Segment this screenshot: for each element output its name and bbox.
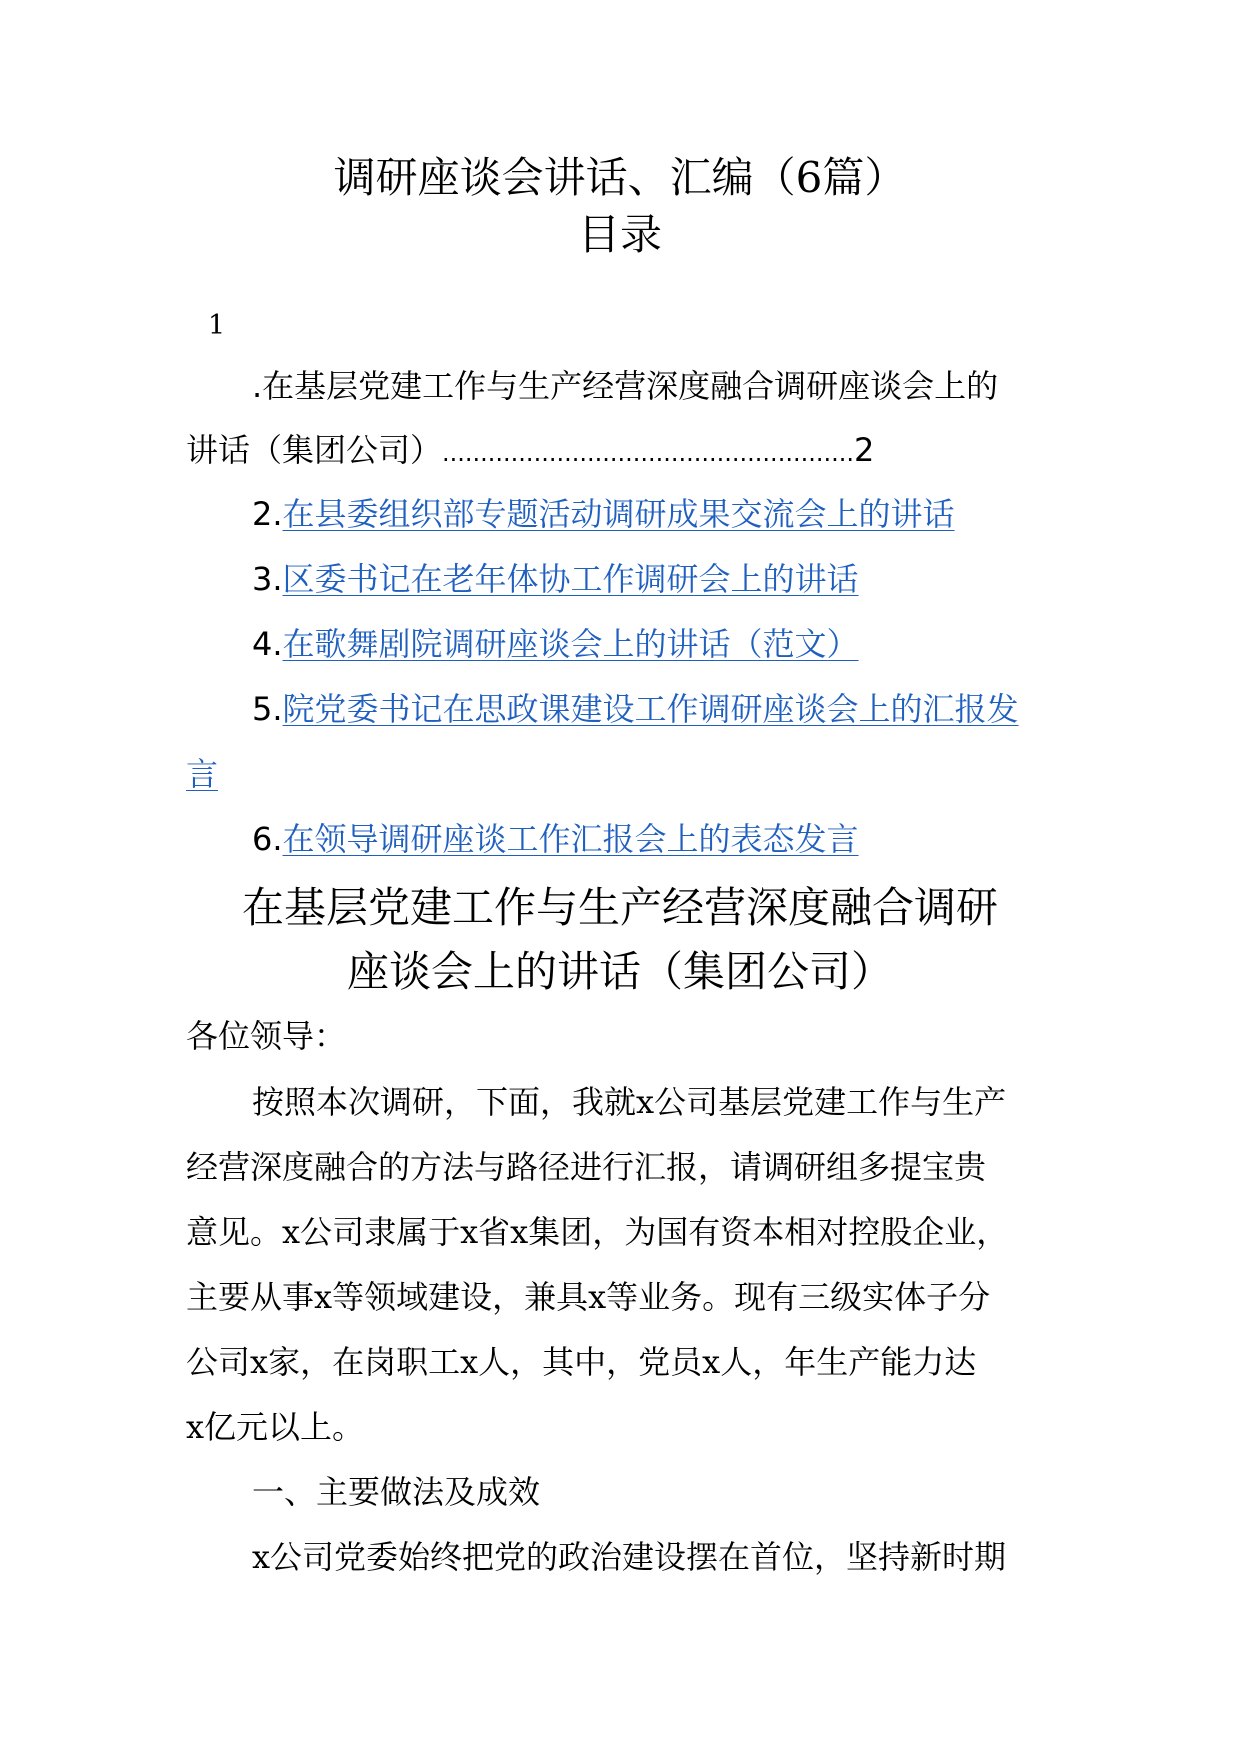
text-run: 等业务。现有三级实体子分: [606, 1278, 991, 1316]
text-run: 家，在岗职工: [268, 1343, 461, 1381]
toc-item-3[interactable]: [252, 557, 859, 601]
paragraph-1-line-2: 经营深度融合的方法与路径进行汇报，请调研组多提宝贵: [186, 1148, 987, 1186]
text-run: 公司隶属于: [300, 1213, 461, 1251]
placeholder-x: x: [252, 1538, 271, 1576]
text-run: 亿元以上。: [204, 1408, 365, 1446]
text-run: 公司党委始终把党的政治建设摆在首位，坚持新时期: [270, 1538, 1007, 1576]
title-text: 调研座谈会讲话、汇编（: [333, 153, 796, 202]
text-run: 省: [478, 1213, 511, 1251]
placeholder-x: x: [250, 1343, 269, 1381]
section-title-line2: 座谈会上的讲话（集团公司）: [346, 947, 893, 996]
placeholder-x: x: [314, 1278, 333, 1316]
text-run: 按照本次调研，下面，我就: [252, 1083, 637, 1121]
text-run: 集团，为国有资本相对控股企业，: [528, 1213, 1009, 1251]
greeting: 各位领导：: [186, 1017, 347, 1055]
placeholder-x: x: [282, 1213, 301, 1251]
paragraph-1-line-6: [186, 1405, 364, 1449]
toc-item-1-line1: .在基层党建工作与生产经营深度融合调研座谈会上的: [252, 367, 999, 405]
toc-item-2[interactable]: [252, 492, 955, 536]
paragraph-1-line-4: [186, 1275, 990, 1319]
text-run: 公司: [186, 1343, 251, 1381]
text-run: 主要从事: [186, 1278, 315, 1316]
toc-leader-dots: ......................................................: [442, 439, 854, 467]
toc-item-5-link-continued[interactable]: 言: [186, 755, 219, 793]
placeholder-x: x: [702, 1343, 721, 1381]
toc-item-4[interactable]: [252, 622, 859, 666]
text-run: 人，其中，党员: [478, 1343, 703, 1381]
toc-item-6-link[interactable]: 在领导调研座谈工作汇报会上的表态发言: [282, 820, 859, 858]
toc-item-2-link[interactable]: 在县委组织部专题活动调研成果交流会上的讲话: [282, 495, 955, 533]
toc-item-5-link[interactable]: 院党委书记在思政课建设工作调研座谈会上的汇报发: [282, 690, 1019, 728]
toc-heading: 目录: [577, 210, 662, 259]
toc-item-4-link[interactable]: 在歌舞剧院调研座谈会上的讲话（范文）: [282, 625, 859, 663]
toc-page-number: 2: [853, 431, 875, 469]
placeholder-x: x: [636, 1083, 655, 1121]
heading-1: 一、主要做法及成效: [252, 1473, 541, 1511]
placeholder-x: x: [588, 1278, 607, 1316]
toc-item-5-continued[interactable]: [186, 752, 218, 796]
toc-item-3-link[interactable]: 区委书记在老年体协工作调研会上的讲话: [282, 560, 859, 598]
text-run: 公司基层党建工作与生产: [654, 1083, 1007, 1121]
placeholder-x: x: [460, 1213, 479, 1251]
toc-item-6-number: 6.: [252, 820, 283, 858]
placeholder-x: x: [186, 1408, 205, 1446]
placeholder-x: x: [510, 1213, 529, 1251]
text-run: 意见。: [186, 1213, 283, 1251]
toc-item-4-number: 4.: [252, 625, 283, 663]
paragraph-2-line-1: [252, 1535, 1006, 1579]
paragraph-1-line-5: [186, 1340, 976, 1384]
paragraph-1-line-1: [252, 1080, 1006, 1124]
placeholder-x: x: [460, 1343, 479, 1381]
title-text-end: 篇）: [822, 153, 907, 202]
toc-item-5-number: 5.: [252, 690, 283, 728]
toc-item-1-text: 讲话（集团公司）: [186, 431, 443, 469]
toc-item-3-number: 3.: [252, 560, 283, 598]
text-run: 等领域建设，兼具: [332, 1278, 589, 1316]
title-count: 6: [795, 153, 823, 202]
toc-marker: 1: [208, 310, 226, 341]
toc-item-2-number: 2.: [252, 495, 283, 533]
paragraph-1-line-3: [186, 1210, 1008, 1254]
toc-item-5[interactable]: [252, 687, 1019, 731]
document-title: [0, 150, 1240, 206]
toc-item-1-line2[interactable]: [186, 428, 874, 475]
section-title-line1: 在基层党建工作与生产经营深度融合调研: [241, 883, 998, 932]
text-run: 人，年生产能力达: [720, 1343, 977, 1381]
toc-item-6[interactable]: [252, 817, 859, 861]
